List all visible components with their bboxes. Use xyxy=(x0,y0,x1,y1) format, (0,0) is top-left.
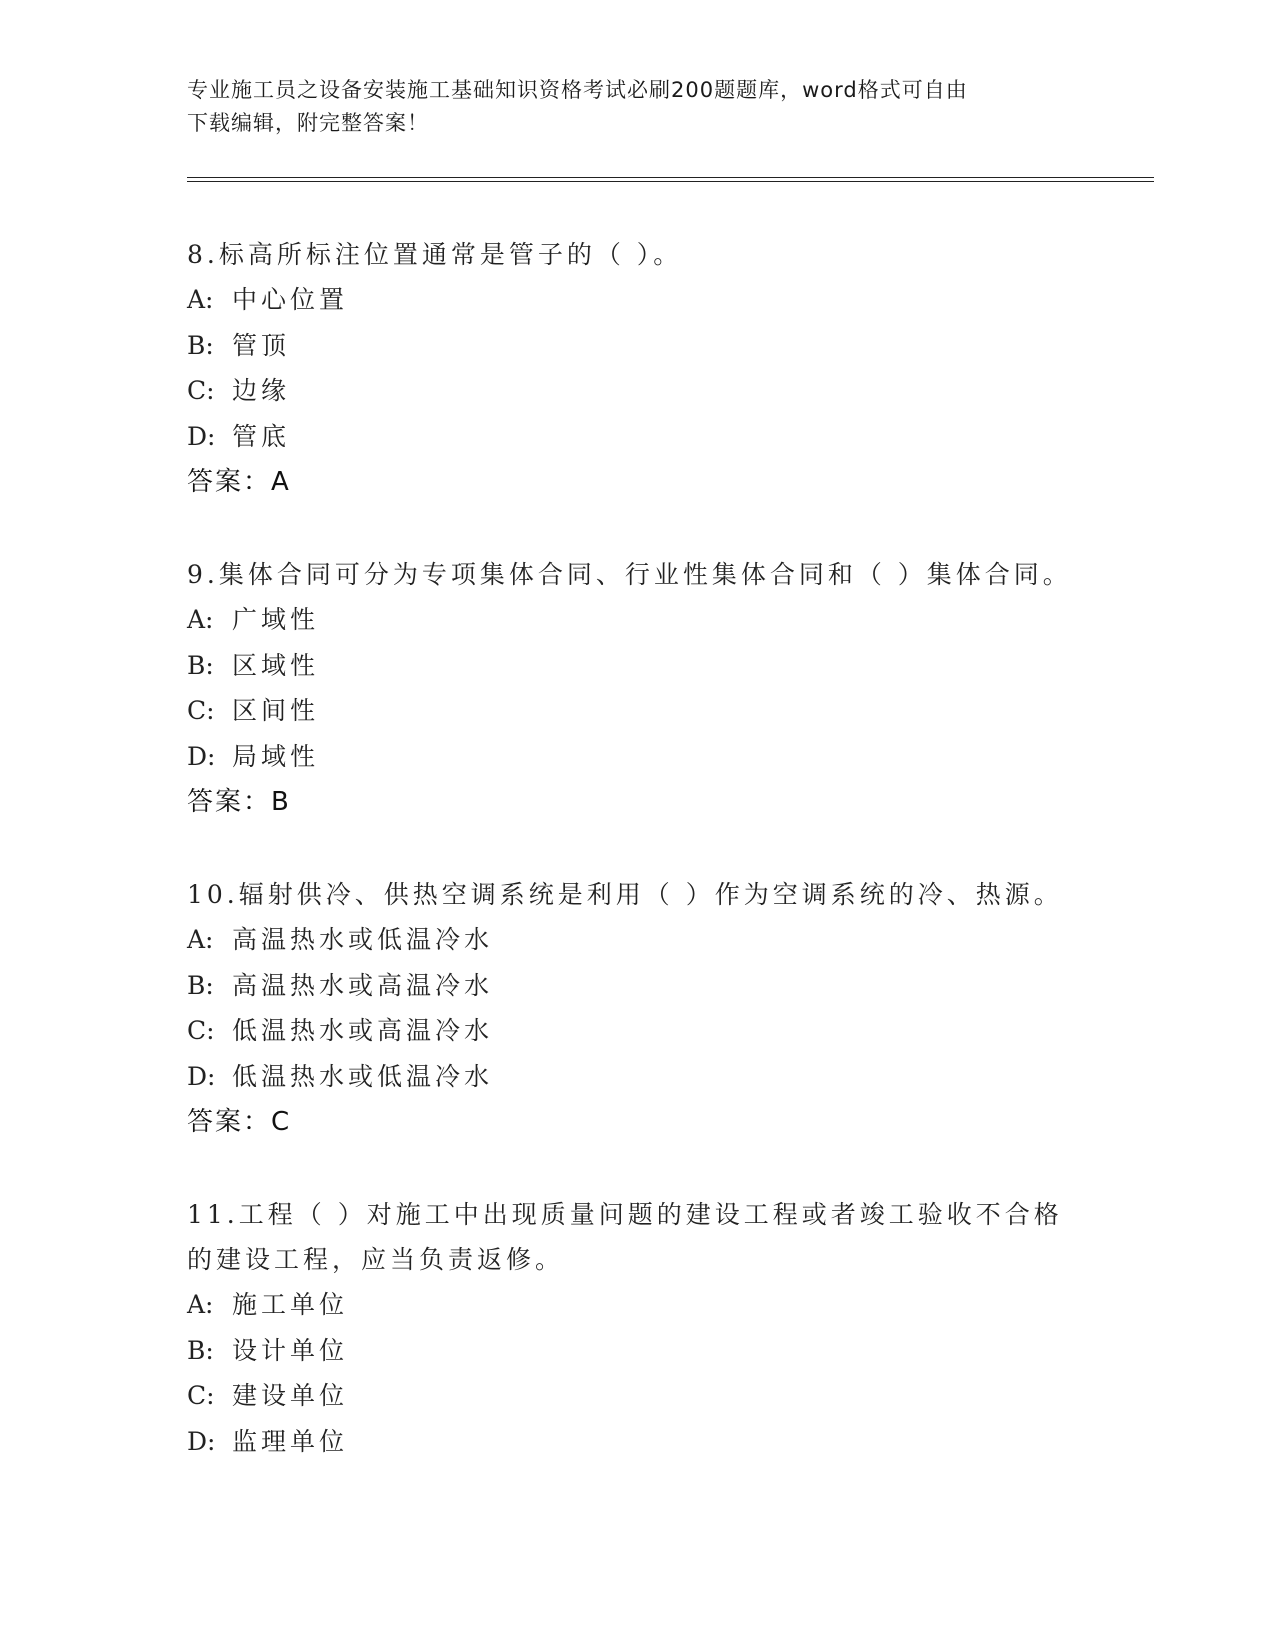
option-text: 低温热水或高温冷水 xyxy=(232,1016,494,1045)
option-text: 设计单位 xyxy=(232,1335,349,1365)
option-letter: B: xyxy=(187,1335,214,1365)
option-c xyxy=(187,688,1087,734)
option-text: 局域性 xyxy=(232,741,320,771)
option-a xyxy=(187,597,1087,643)
option-letter: A: xyxy=(187,925,214,954)
question-stem-line-1: 11.工程（ ）对施工中出现质量问题的建设工程或者竣工验收不合格 xyxy=(187,1200,1063,1229)
option-letter: C: xyxy=(187,1381,215,1410)
question-10 xyxy=(187,872,1087,1145)
option-letter: D: xyxy=(187,1426,216,1456)
answer-line: 答案：B xyxy=(187,787,291,817)
option-b xyxy=(187,963,1087,1009)
answer-line: 答案：A xyxy=(187,467,291,497)
option-d xyxy=(187,734,1087,780)
option-letter: C: xyxy=(187,1016,215,1045)
option-letter: B: xyxy=(187,330,214,360)
option-letter: C: xyxy=(187,696,215,725)
option-text: 高温热水或低温冷水 xyxy=(232,925,494,954)
option-text: 区间性 xyxy=(232,696,320,725)
option-d xyxy=(187,414,1087,460)
option-letter: C: xyxy=(187,376,215,405)
option-letter: A: xyxy=(187,285,214,314)
option-text: 建设单位 xyxy=(232,1381,349,1410)
option-b xyxy=(187,323,1087,369)
document-header xyxy=(187,74,1087,140)
option-letter: B: xyxy=(187,650,214,680)
option-letter: D: xyxy=(187,421,216,451)
option-b xyxy=(187,643,1087,689)
option-text: 施工单位 xyxy=(232,1290,349,1319)
option-b xyxy=(187,1328,1087,1374)
header-line-1: 专业施工员之设备安装施工基础知识资格考试必刷200题题库，word格式可自由 xyxy=(187,78,968,102)
question-9 xyxy=(187,552,1087,825)
question-8 xyxy=(187,232,1087,505)
option-c xyxy=(187,1373,1087,1419)
option-a xyxy=(187,1282,1087,1328)
question-stem-line-2: 的建设工程，应当负责返修。 xyxy=(187,1245,565,1274)
option-text: 管底 xyxy=(232,421,291,451)
option-text: 监理单位 xyxy=(232,1426,349,1456)
header-divider-bottom xyxy=(187,181,1154,182)
option-d xyxy=(187,1054,1087,1100)
option-d xyxy=(187,1419,1087,1465)
option-c xyxy=(187,1008,1087,1054)
question-stem: 8.标高所标注位置通常是管子的（ ）。 xyxy=(187,240,683,269)
option-text: 广域性 xyxy=(232,605,320,634)
option-letter: D: xyxy=(187,741,216,771)
option-text: 边缘 xyxy=(232,376,291,405)
option-text: 管顶 xyxy=(232,330,291,360)
question-stem: 10.辐射供冷、供热空调系统是利用（ ）作为空调系统的冷、热源。 xyxy=(187,880,1063,909)
option-text: 中心位置 xyxy=(232,285,349,314)
answer-line: 答案：C xyxy=(187,1107,292,1137)
option-c xyxy=(187,368,1087,414)
option-letter: A: xyxy=(187,1290,214,1319)
option-text: 高温热水或高温冷水 xyxy=(232,970,494,1000)
option-a xyxy=(187,277,1087,323)
option-letter: B: xyxy=(187,970,214,1000)
option-a xyxy=(187,917,1087,963)
question-11 xyxy=(187,1192,1087,1464)
option-text: 低温热水或低温冷水 xyxy=(232,1061,494,1091)
option-letter: A: xyxy=(187,605,214,634)
question-stem: 9.集体合同可分为专项集体合同、行业性集体合同和（ ）集体合同。 xyxy=(187,560,1072,589)
header-line-2: 下载编辑，附完整答案！ xyxy=(187,111,429,135)
header-divider-top xyxy=(187,177,1154,178)
option-text: 区域性 xyxy=(232,650,320,680)
option-letter: D: xyxy=(187,1061,216,1091)
